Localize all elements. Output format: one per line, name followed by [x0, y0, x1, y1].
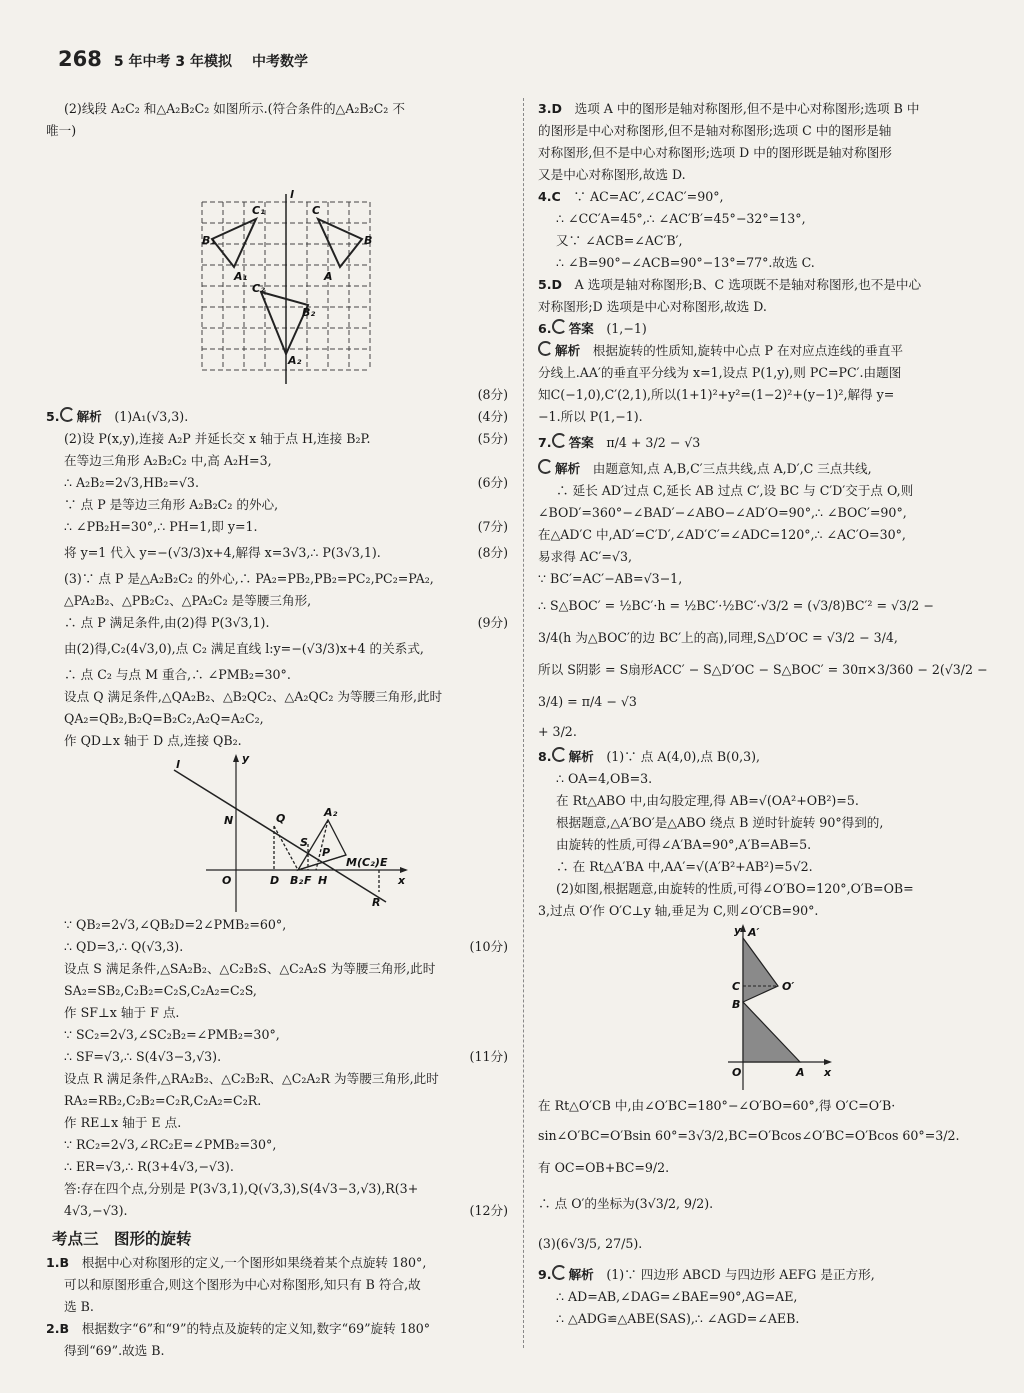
text-line: ∴ QD=3,∴ Q(√3,3). [64, 939, 184, 954]
analysis-tag: 解析 [555, 343, 581, 358]
text-line: + 3/2. [538, 724, 577, 739]
text-line: ∴ 点 O′的坐标为(3√3/2, 9/2). [538, 1196, 714, 1211]
text-line: ∴ S△BOC′ = ½BC′·h = ½BC′·½BC′·√3/2 = (√3/8)BC′² = √3/2 − [538, 598, 934, 613]
text-line: ∴ ∠PB₂H=30°,∴ PH=1,即 y=1. [64, 519, 258, 534]
text-line: (1)∵ 四边形 ABCD 与四边形 AEFG 是正方形, [606, 1267, 875, 1282]
fig3-label-x: x [824, 1066, 832, 1079]
right-column [538, 98, 990, 1358]
analysis-icon [60, 407, 75, 422]
text-line: 设点 Q 满足条件,△QA₂B₂、△B₂QC₂、△A₂QC₂ 为等腰三角形,此时 [64, 689, 443, 704]
score: (8分) [477, 545, 508, 560]
answer-icon [552, 319, 567, 334]
q5-line [46, 516, 508, 538]
left-column [46, 98, 508, 1358]
q7-number: 7. [538, 435, 552, 450]
text-line: 易求得 AC′=√3, [538, 549, 632, 564]
fig2-label-l: l [176, 758, 180, 771]
text-line: (1)∵ 点 A(4,0),点 B(0,3), [606, 749, 761, 764]
score: (9分) [477, 615, 508, 630]
score: (6分) [477, 475, 508, 490]
s2-number: 2.B [46, 1321, 70, 1336]
text-line: (3)∵ 点 P 是△A₂B₂C₂ 的外心,∴ PA₂=PB₂,PB₂=PC₂,PC₂=PA₂, [64, 571, 434, 586]
text-line: 作 QD⊥x 轴于 D 点,连接 QB₂. [64, 733, 242, 748]
text-line: RA₂=RB₂,C₂B₂=C₂R,C₂A₂=C₂R. [64, 1093, 262, 1108]
text-line: 又是中心对称图形,故选 D. [538, 167, 686, 182]
text-line: 根据数字“6”和“9”的特点及旋转的定义知,数字“69”旋转 180° [81, 1321, 431, 1336]
text-line: (2)设 P(x,y),连接 A₂P 并延长交 x 轴于点 H,连接 B₂P. [64, 431, 371, 446]
fig1-label-c2: C₂ [252, 282, 265, 295]
fig2-label-r: R [372, 896, 381, 909]
text-line: 3,过点 O′作 O′C⊥y 轴,垂足为 C,则∠O′CB=90°. [538, 903, 819, 918]
text-line: 由(2)得,C₂(4√3,0),点 C₂ 满足直线 l:y=−(√3/3)x+4 的关系式, [64, 641, 424, 656]
text-line: ∴ OA=4,OB=3. [556, 771, 653, 786]
text-line: 选 B. [64, 1299, 94, 1314]
fig2-label-x: x [398, 874, 406, 887]
text-line: ∠BOD′=360°−∠BAD′−∠ABO−∠AD′O=90°,∴ ∠BOC′=90°, [538, 505, 907, 520]
fig3-label-o-prime: O′ [782, 980, 795, 993]
fig2-label-o: O [222, 874, 232, 887]
score: (4分) [477, 409, 508, 424]
q5-line [46, 538, 508, 568]
fig2-label-e: E [380, 856, 388, 869]
fig3-label-a: A [796, 1066, 805, 1079]
analysis-tag: 解析 [555, 461, 581, 476]
text-line: ∵ 点 P 是等边三角形 A₂B₂C₂ 的外心, [64, 497, 279, 512]
text-line: 作 SF⊥x 轴于 F 点. [64, 1005, 180, 1020]
text-line: SA₂=SB₂,C₂B₂=C₂S,C₂A₂=C₂S, [64, 983, 257, 998]
text-line: 在等边三角形 A₂B₂C₂ 中,高 A₂H=3, [64, 453, 272, 468]
answer-tag: 答案 [568, 321, 594, 336]
text-line: 知C(−1,0),C′(2,1),所以(1+1)²+y²=(1−2)²+(y−1)²,解得 y= [538, 387, 895, 402]
text-line: ∴ △ADG≌△ABE(SAS),∴ ∠AGD=∠AEB. [556, 1311, 800, 1326]
analysis-icon [538, 341, 553, 356]
fig2-label-p: P [322, 846, 331, 859]
text-line: △PA₂B₂、△PB₂C₂、△PA₂C₂ 是等腰三角形, [64, 593, 312, 608]
fig1-label-c: C [312, 204, 321, 217]
text-line: 选项 A 中的图形是轴对称图形,但不是中心对称图形;选项 B 中 [574, 101, 920, 116]
score: (10分) [469, 939, 508, 954]
score: (5分) [477, 431, 508, 446]
text-line: 根据旋转的性质知,旋转中心点 P 在对应点连线的垂直平 [592, 343, 903, 358]
analysis-tag: 解析 [568, 749, 594, 764]
grid-figure [46, 142, 508, 384]
fig1-label-b2: B₂ [302, 306, 316, 319]
text-line: A 选项是轴对称图形;B、C 选项既不是轴对称图形,也不是中心 [574, 277, 922, 292]
text-line: ∵ AC=AC′,∠CAC′=90°, [573, 189, 724, 204]
text-line: ∵ BC′=AC′−AB=√3−1, [538, 571, 683, 586]
fig1-label-b: B [364, 234, 373, 247]
text-line: 得到“69”.故选 B. [64, 1343, 165, 1358]
text-line: ∴ A₂B₂=2√3,HB₂=√3. [64, 475, 199, 490]
text-line: ∴ AD=AB,∠DAG=∠BAE=90°,AG=AE, [556, 1289, 798, 1304]
fig2-label-a2: A₂ [324, 806, 338, 819]
answer-value: π/4 + 3/2 − √3 [606, 435, 701, 450]
fig2-label-m: M(C₂) [346, 856, 380, 869]
fig1-label-a2: A₂ [288, 354, 302, 367]
fig2-label-q: Q [276, 812, 286, 825]
q5-line [46, 1046, 508, 1068]
analysis-tag: 解析 [76, 409, 102, 424]
q5-line [46, 1200, 508, 1222]
q9-number: 9. [538, 1267, 552, 1282]
text-line: (3)(6√3/5, 27/5). [538, 1236, 643, 1251]
text-line: ∵ SC₂=2√3,∠SC₂B₂=∠PMB₂=30°, [64, 1027, 280, 1042]
text-line: 3/4(h 为△BOC′的边 BC′上的高),同理,S△D′OC = √3/2 − 3/4, [538, 630, 898, 645]
text-line: 在 Rt△O′CB 中,由∠O′BC=180°−∠O′BO=60°,得 O′C=O′B· [538, 1098, 896, 1113]
answer-tag: 答案 [568, 435, 594, 450]
score: (7分) [477, 519, 508, 534]
text-line: 由题意知,点 A,B,C′三点共线,点 A,D′,C 三点共线, [592, 461, 872, 476]
q5-line [46, 936, 508, 958]
fig3-label-a-prime: A′ [748, 926, 760, 939]
fig1-label-a1: A₁ [234, 270, 248, 283]
text-line: ∵ QB₂=2√3,∠QB₂D=2∠PMB₂=60°, [64, 917, 287, 932]
fig2-label-s: S [300, 836, 308, 849]
text-line: 所以 S阴影 = S扇形ACC′ − S△D′OC − S△BOC′ = 30π×3/360 − 2(√3/2 − 3/4) = π/4 − √3 [538, 662, 988, 709]
fig3-label-c: C [732, 980, 741, 993]
q5-line [46, 428, 508, 450]
fig3-label-o: O [732, 1066, 742, 1079]
text-line: sin∠O′BC=O′Bsin 60°=3√3/2,BC=O′Bcos∠O′BC=O′Bcos 60°=3/2. [538, 1128, 960, 1143]
text-line: 唯一) [46, 123, 77, 138]
q5-number: 5. [46, 409, 60, 424]
text-line: ∵ RC₂=2√3,∠RC₂E=∠PMB₂=30°, [64, 1137, 277, 1152]
text-line: 可以和原图形重合,则这个图形为中心对称图形,知只有 B 符合,故 [64, 1277, 421, 1292]
text-line: 在 Rt△ABO 中,由勾股定理,得 AB=√(OA²+OB²)=5. [556, 793, 859, 808]
text-line: (1)A₁(√3,3). [114, 409, 189, 424]
q5r-number: 5.D [538, 277, 563, 292]
text-line: 4√3,−√3). [64, 1203, 128, 1218]
text-line: 由旋转的性质,可得∠A′BA=90°,A′B=AB=5. [556, 837, 812, 852]
score: (11分) [469, 1049, 508, 1064]
fig2-label-n: N [224, 814, 234, 827]
page-number: 268 [58, 47, 102, 71]
text-line: 根据中心对称图形的定义,一个图形如果绕着某个点旋转 180°, [81, 1255, 427, 1270]
text-line: 又∵ ∠ACB=∠AC′B′, [556, 233, 683, 248]
text-line: 根据题意,△A′BO′是△ABO 绕点 B 逆时针旋转 90°得到的, [556, 815, 884, 830]
text-line: 对称图形;D 选项是中心对称图形,故选 D. [538, 299, 767, 314]
text-line: 设点 R 满足条件,△RA₂B₂、△C₂B₂R、△C₂A₂R 为等腰三角形,此时 [64, 1071, 439, 1086]
text-line: QA₂=QB₂,B₂Q=B₂C₂,A₂Q=A₂C₂, [64, 711, 264, 726]
text-line: 答:存在四个点,分别是 P(3√3,1),Q(√3,3),S(4√3−3,√3),R(3+ [64, 1181, 419, 1196]
fig2-label-f: F [304, 874, 312, 887]
text-line: ∴ 在 Rt△A′BA 中,AA′=√(A′B²+AB²)=5√2. [556, 859, 813, 874]
text-line: ∴ 延长 AD′过点 C,延长 AB 过点 C′,设 BC 与 C′D′交于点 O,则 [556, 483, 914, 498]
q3-number: 3.D [538, 101, 563, 116]
text-line: ∴ SF=√3,∴ S(4√3−3,√3). [64, 1049, 222, 1064]
coordinate-figure [46, 752, 508, 914]
fig3-label-b: B [732, 998, 741, 1011]
text-line: ∴ ER=√3,∴ R(3+4√3,−√3). [64, 1159, 234, 1174]
text-line: 作 RE⊥x 轴于 E 点. [64, 1115, 182, 1130]
text-line: ∴ 点 P 满足条件,由(2)得 P(3√3,1). [64, 615, 270, 630]
fig2-label-h: H [318, 874, 328, 887]
fig2-label-y: y [242, 752, 250, 765]
page-header [58, 48, 308, 74]
text-line: 分线上.AA′的垂直平分线为 x=1,设点 P(1,y),则 PC=PC′.由题图 [538, 365, 902, 380]
q5-line [46, 472, 508, 494]
fig1-label-c1: C₁ [252, 204, 265, 217]
book-title: 5 年中考 3 年模拟 [113, 54, 232, 70]
fig1-label-a: A [324, 270, 333, 283]
score: (12分) [469, 1203, 508, 1218]
analysis-icon [552, 1265, 567, 1280]
fig2-label-b2: B₂ [290, 874, 304, 887]
text-line: ∴ ∠CC′A=45°,∴ ∠AC′B′=45°−32°=13°, [556, 211, 806, 226]
s1-number: 1.B [46, 1255, 70, 1270]
fig1-label-l: l [290, 188, 294, 201]
q6-number: 6. [538, 321, 552, 336]
answer-value: (1,−1) [606, 321, 647, 336]
text-line: 对称图形,但不是中心对称图形;选项 D 中的图形既是轴对称图形 [538, 145, 892, 160]
fig3-label-y: y [734, 924, 742, 937]
fig1-label-b1: B₁ [202, 234, 216, 247]
analysis-tag: 解析 [568, 1267, 594, 1282]
text-line: 将 y=1 代入 y=−(√3/3)x+4,解得 x=3√3,∴ P(3√3,1). [64, 545, 381, 560]
text-line: 在△AD′C 中,AD′=C′D′,∠AD′C′=∠ADC=120°,∴ ∠AC′O=30°, [538, 527, 906, 542]
text-line: −1.所以 P(1,−1). [538, 409, 643, 424]
answer-icon [552, 433, 567, 448]
q4-number: 4.C [538, 189, 561, 204]
text-line: 设点 S 满足条件,△SA₂B₂、△C₂B₂S、△C₂A₂S 为等腰三角形,此时 [64, 961, 436, 976]
rotation-figure [538, 922, 990, 1092]
text-line: (2)如图,根据题意,由旋转的性质,可得∠O′BO=120°,O′B=OB= [556, 881, 914, 896]
score: (8分) [477, 387, 508, 402]
text-line: ∴ ∠B=90°−∠ACB=90°−13°=77°.故选 C. [556, 255, 815, 270]
subject-title: 中考数学 [251, 54, 308, 70]
q8-number: 8. [538, 749, 552, 764]
section-heading: 考点三 图形的旋转 [52, 1230, 192, 1248]
text-line: ∴ 点 C₂ 与点 M 重合,∴ ∠PMB₂=30°. [64, 667, 291, 682]
q5-line [46, 612, 508, 634]
analysis-icon [538, 459, 553, 474]
text-line: 有 OC=OB+BC=9/2. [538, 1160, 670, 1175]
score-row [46, 384, 508, 406]
text-line: (2)线段 A₂C₂ 和△A₂B₂C₂ 如图所示.(符合条件的△A₂B₂C₂ 不 [64, 101, 405, 116]
column-divider [523, 98, 524, 1348]
fig2-label-d: D [270, 874, 280, 887]
analysis-icon [552, 747, 567, 762]
q5-line [46, 406, 508, 428]
text-line: 的图形是中心对称图形,但不是轴对称图形;选项 C 中的图形是轴 [538, 123, 892, 138]
